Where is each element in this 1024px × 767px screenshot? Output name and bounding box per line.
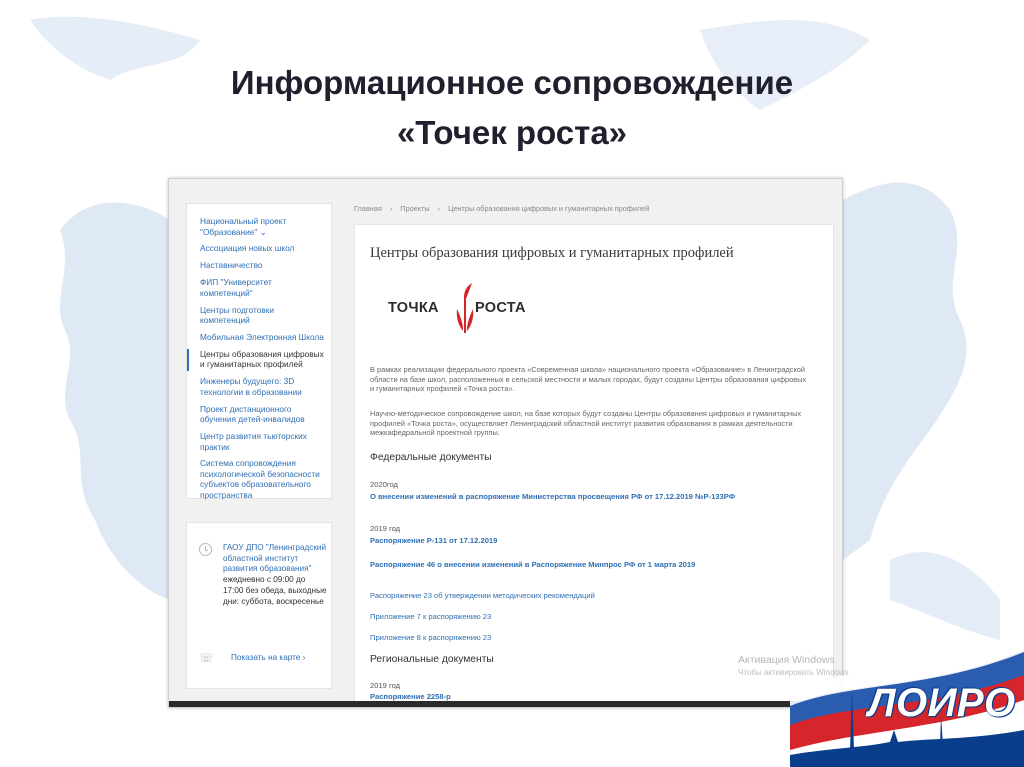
- sidebar-item-training-centers[interactable]: Центры подготовки компетенций: [200, 304, 275, 326]
- regional-docs-heading: Региональные документы: [370, 654, 494, 665]
- sidebar-item-new-schools[interactable]: Ассоциация новых школ: [200, 243, 295, 254]
- content-panel: [354, 224, 834, 708]
- federal-docs-heading: Федеральные документы: [370, 452, 492, 463]
- year-label: 2019 год: [370, 524, 401, 533]
- tochka-rosta-logo: [388, 283, 548, 333]
- sidebar-item-distance-learning[interactable]: Проект дистанционного обучения детей-инвалидов: [200, 403, 305, 425]
- page-title: Центры образования цифровых и гуманитарных профилей: [370, 245, 734, 261]
- show-on-map-link[interactable]: Показать на карте ›: [231, 653, 306, 662]
- clock-icon: [199, 543, 212, 556]
- breadcrumb: [354, 204, 655, 213]
- doc-link[interactable]: Приложение 8 к распоряжению 23: [370, 633, 492, 642]
- breadcrumb-separator: ›: [437, 204, 441, 213]
- phone-icon: ☏: [199, 651, 215, 665]
- sidebar-item-mobile-school[interactable]: Мобильная Электронная Школа: [200, 331, 324, 342]
- contact-org: ГАОУ ДПО "Ленинградский областной институт развития образования": [223, 543, 327, 574]
- sprout-icon: [450, 283, 478, 333]
- contact-text: [223, 543, 327, 607]
- breadcrumb-separator: ›: [389, 204, 393, 213]
- sidebar-item-fip[interactable]: ФИП "Университет компетенций": [200, 277, 272, 298]
- slide-title-line2: «Точек роста»: [396, 114, 628, 151]
- contact-card: [186, 522, 332, 689]
- logo-text-right: РОСТА: [475, 300, 526, 316]
- doc-link[interactable]: Распоряжение 23 об утверждении методических рекомендаций: [370, 591, 595, 600]
- slide-title: [0, 58, 1024, 158]
- breadcrumb-current: Центры образования цифровых и гуманитарных профилей: [448, 204, 650, 213]
- doc-link[interactable]: Распоряжение Р-131 от 17.12.2019: [370, 536, 498, 545]
- doc-link[interactable]: Приложение 7 к распоряжению 23: [370, 612, 492, 621]
- sidebar-item-tutor-center[interactable]: Центр развития тьюторских практик: [200, 431, 307, 452]
- sidebar-item-mentoring[interactable]: Наставничество: [200, 260, 263, 271]
- support-paragraph: Научно-методическое сопровождение школ, на базе которых будут созданы Центры образования цифровых и гуманитарных профилей «Точка роста», осуществляет Ленинградский областной институт развития образования в рамках деятельности межкафедральной проектной группы.: [370, 409, 802, 438]
- contact-hours: ежедневно с 09:00 до 17:00 без обеда, выходные дни: суббота, воскресенье: [223, 575, 327, 606]
- breadcrumb-home[interactable]: Главная: [354, 204, 382, 213]
- intro-paragraph: В рамках реализации федерального проекта «Современная школа» национального проекта «Образование» в Ленинградской области на базе школ, расположенных в сельской местности и малых городах, будут созданы Центры образования цифровых и гуманитарных профилей «Точка роста».: [370, 365, 807, 394]
- taskbar-strip: [169, 701, 842, 707]
- breadcrumb-projects[interactable]: Проекты: [400, 204, 430, 213]
- doc-link[interactable]: Распоряжение 2258-р: [370, 692, 451, 701]
- loiro-logo: ЛОИРО: [868, 681, 1016, 725]
- logo-text-left: ТОЧКА: [388, 300, 439, 316]
- sidebar-item-national-project[interactable]: Национальный проект "Образование" ⌄: [200, 216, 287, 237]
- sidebar-item-psych-safety[interactable]: Система сопровождения психологической безопасности субъектов образовательного пространства: [200, 458, 320, 500]
- sidebar-item-digital-centers[interactable]: Центры образования цифровых и гуманитарных профилей: [187, 349, 331, 370]
- website-screenshot: [168, 178, 843, 708]
- doc-link[interactable]: О внесении изменений в распоряжение Министерства просвещения РФ от 17.12.2019 №Р-133РФ: [370, 492, 736, 501]
- windows-activation-subtext: Чтобы активировать Windows: [738, 668, 849, 677]
- slide-title-line1: Информационное сопровождение: [230, 64, 794, 101]
- sidebar-item-engineers-3d[interactable]: Инженеры будущего: 3D технологии в образовании: [200, 376, 302, 397]
- year-label: 2019 год: [370, 681, 401, 690]
- doc-link[interactable]: Распоряжение 46 о внесении изменений в Распоряжение Минпрос РФ от 1 марта 2019: [370, 560, 696, 569]
- year-label: 2020год: [370, 480, 398, 489]
- sidebar-nav: [186, 203, 332, 499]
- windows-activation-watermark: Активация Windows: [738, 654, 835, 666]
